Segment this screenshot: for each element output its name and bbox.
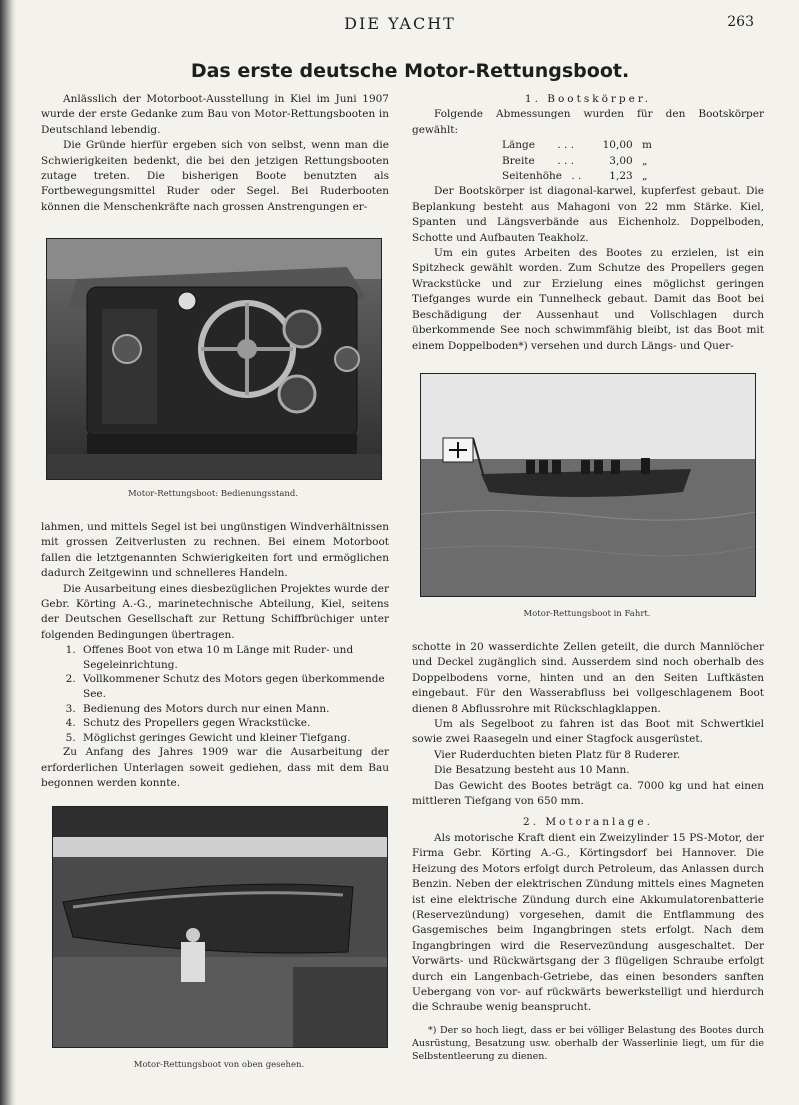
paragraph: lahmen, und mittels Segel ist bei ungünstigen Windverhältnissen mit grossen Zeitverlusten zu rechnen. Bei einem Motorboot fallen die letztgenannten Schwierigkeiten fort und ermöglichen dadurch Zeitgewinn und schnelleres Handeln.	[41, 521, 389, 580]
list-item: 3. Bedienung des Motors durch nur einen Mann.	[79, 702, 389, 717]
dimension-row: Länge . . . 10,00 m	[502, 139, 652, 152]
photo-caption: Motor-Rettungsboot von oben gesehen.	[133, 1060, 305, 1070]
paragraph: Um ein gutes Arbeiten des Bootes zu erzielen, ist ein Spitzheck gewählt worden. Zum Schutze des Propellers gegen Wrackstücke und zur Erzielung eines möglichst geringen Tiefganges wurde ein Tunnelheck gebaut. Damit das Boot bei Beschädigung der Aussenhaut und Vollschlagen durch überkommende See noch schwimmfähig bleibt, ist das Boot mit einem Doppelboden*) versehen und durch Längs- und Quer-	[412, 247, 764, 352]
paragraph: Folgende Abmessungen wurden für den Bootskörper gewählt:	[412, 108, 764, 136]
page-number: 263	[727, 14, 754, 30]
section-heading: 1. Bootskörper.	[524, 93, 652, 105]
paragraph: Vier Ruderduchten bieten Platz für 8 Ruderer.	[434, 748, 681, 761]
running-header: DIE YACHT	[344, 14, 456, 33]
boat-underway-image	[421, 374, 755, 596]
dimensions-table	[412, 138, 764, 184]
conditions-list	[41, 643, 389, 745]
paragraph: Als motorische Kraft dient ein Zweizylinder 15 PS-Motor, der Firma Gebr. Körting A.-G., Körtingsdorf bei Hannover. Die Heizung des Motors erfolgt durch Petroleum, das Anlassen durch Benzin. Neben der elektrischen Zündung mittels eines Magneten ist eine elektrische Zündung durch eine Akkumulatorenbatterie (Reservezündung) vorgesehen, damit die Entflammung des Gasgemisches beim Ingangbringen stets erfolgt. Nach dem Ingangbringen wird die Reservezündung ausgeschaltet. Der Vorwärts- und Rückwärtsgang der 3 flügeligen Schraube erfolgt durch ein Langenbach-Getriebe, das einen besonders sanften Uebergang von vor- auf rückwärts bewerkstelligt und hierdurch die Schraube wenig beansprucht.	[412, 831, 764, 1014]
list-item: 5. Möglichst geringes Gewicht und kleiner Tiefgang.	[79, 731, 389, 746]
paragraph: Die Ausarbeitung eines diesbezüglichen Projektes wurde der Gebr. Körting A.-G., marinetechnische Abteilung, Kiel, seitens der Deutschen Gesellschaft zur Rettung Schiffbrüchiger unter folgenden Bedingungen übertragen.	[41, 582, 389, 641]
book-spine	[0, 0, 16, 1105]
paragraph: Anlässlich der Motorboot-Ausstellung in Kiel im Juni 1907 wurde der erste Gedanke zum Bau von Motor-Rettungsbooten in Deutschland lebendig.	[41, 93, 389, 136]
left-intro	[41, 92, 389, 215]
photo-control-station	[46, 238, 382, 480]
right-continued	[412, 640, 764, 1063]
paragraph: Die Gründe hierfür ergeben sich von selbst, wenn man die Schwierigkeiten bedenkt, die bei den jetzigen Rettungsbooten zutage treten. Die bisherigen Boote benutzten als Fortbewegungsmittel Ruder oder Segel. Bei Ruderbooten können die Menschenkräfte nach grossen Anstrengungen er-	[41, 139, 389, 213]
left-continued	[41, 520, 389, 792]
list-item: 1. Offenes Boot von etwa 10 m Länge mit Ruder- und Segeleinrichtung.	[79, 643, 389, 672]
list-item: 2. Vollkommener Schutz des Motors gegen überkommende See.	[79, 672, 389, 701]
dimension-row: Breite . . . 3,00 „	[502, 154, 648, 167]
paragraph: Das Gewicht des Bootes beträgt ca. 7000 kg und hat einen mittleren Tiefgang von 650 mm.	[412, 779, 764, 808]
photo-caption: Motor-Rettungsboot in Fahrt.	[523, 609, 651, 619]
right-section-1	[412, 92, 764, 354]
article-title: Das erste deutsche Motor-Rettungsboot.	[190, 60, 630, 82]
paragraph: Die Besatzung besteht aus 10 Mann.	[434, 764, 630, 777]
paragraph: Zu Anfang des Jahres 1909 war die Ausarbeitung der erforderlichen Unterlagen soweit gediehen, dass mit dem Bau begonnen werden konnte.	[41, 746, 389, 790]
photo-boat-from-above	[52, 806, 388, 1048]
footnote: *) Der so hoch liegt, dass er bei völliger Belastung des Bootes durch Ausrüstung, Besatzung usw. oberhalb der Wasserlinie liegt, um für die Selbstentleerung zu dienen.	[412, 1024, 764, 1062]
boat-from-above-image	[53, 807, 387, 1047]
paragraph: Der Bootskörper ist diagonal-karwel, kupferfest gebaut. Die Beplankung besteht aus Mahagoni von 22 mm Stärke. Kiel, Spanten und Längsverbände aus Eichenholz. Doppelboden, Schotte und Aufbauten Teakholz.	[412, 185, 764, 244]
section-heading: 2. Motoranlage.	[523, 816, 653, 829]
list-item: 4. Schutz des Propellers gegen Wrackstücke.	[79, 716, 389, 731]
control-station-image	[47, 239, 381, 479]
paragraph: Um als Segelboot zu fahren ist das Boot mit Schwertkiel sowie zwei Raasegeln und einer Stagfock ausgerüstet.	[412, 718, 764, 746]
photo-boat-underway	[420, 373, 756, 597]
dimension-row: Seitenhöhe . . 1,23 „	[502, 170, 648, 183]
paragraph: schotte in 20 wasserdichte Zellen geteilt, die durch Mannlöcher und Deckel zugänglich sind. Ausserdem sind noch oberhalb des Doppelbodens vorne, hinten und an den Seiten Luftkästen eingebaut. Für den Wasserabfluss bei vollgeschlagenem Boot dienen 8 Abflussrohre mit Rückschlagklappen.	[412, 641, 764, 715]
photo-caption: Motor-Rettungsboot: Bedienungsstand.	[127, 489, 299, 499]
